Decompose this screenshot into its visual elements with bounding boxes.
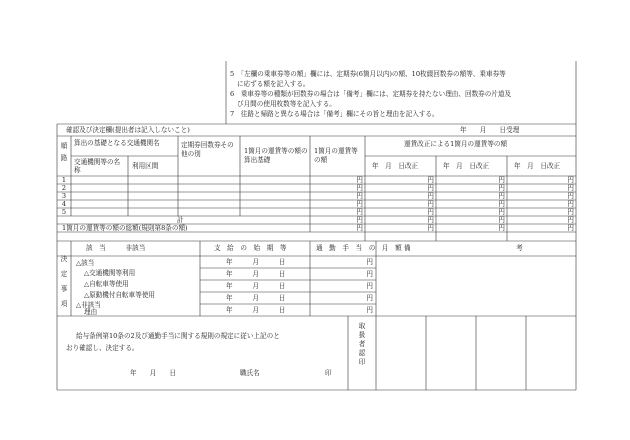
yen-mark: 円 [356, 200, 363, 208]
note-5-cont: に応ずる額を記入する。 [237, 80, 310, 88]
confirm-label: 確認及び決定欄(提出者は記入しないこと) [66, 126, 190, 134]
yen-mark: 円 [567, 224, 574, 232]
yen-mark: 円 [498, 184, 505, 192]
yen-mark: 円 [366, 306, 373, 314]
option-bicycle: △自転車等使用 [84, 280, 129, 288]
note-6: 6 乗車券等の種類が回数券の場合は「備考」欄には、定期券を持たない理由、回数券の片道及 [230, 90, 512, 98]
option-applicable: △該当 [76, 259, 95, 267]
yen-mark: 円 [356, 192, 363, 200]
yen-mark: 円 [366, 270, 373, 278]
yen-mark: 円 [427, 192, 434, 200]
option-reason: 理由 [84, 308, 98, 316]
option-motorbike: △原動機付自転車等使用 [84, 291, 156, 299]
row-number: 2 [61, 184, 67, 192]
received-date: 年 月 日受理 [460, 126, 520, 134]
yen-mark: 円 [427, 184, 434, 192]
note-6-cont: び月間の使用枚数等を記入する。 [237, 100, 336, 108]
row-number: 1 [61, 176, 67, 184]
handler-stamp-label: 取 扱 者 認 印 [358, 322, 366, 366]
yen-mark: 円 [498, 176, 505, 184]
footer-date: 年 月 日 [130, 369, 177, 377]
yen-mark: 円 [356, 184, 363, 192]
yen-mark: 円 [498, 200, 505, 208]
col-amount-header: 1箇月の運賃等の額 [314, 147, 358, 164]
yen-mark: 円 [498, 208, 505, 216]
yen-mark: 円 [356, 224, 363, 232]
yen-mark: 円 [356, 216, 363, 224]
col-remarks-header: 備 考 [404, 244, 523, 252]
col-applicable-header: 該 当 非該当 [86, 244, 146, 252]
row-number: 4 [61, 200, 67, 208]
yen-mark: 円 [427, 176, 434, 184]
grand-total-label: 1箇月の運賃等の額の総額(規則第8条の額) [62, 224, 188, 232]
col-org-header: 交通機関等の名称 [74, 158, 121, 174]
footer-official: 職氏名 [240, 369, 260, 377]
start-date: 年 月 日 [226, 294, 286, 302]
start-date: 年 月 日 [226, 270, 286, 278]
revised-date-1: 年 月 日改正 [372, 162, 419, 170]
note-7: 7 往路と帰路と異なる場合は「備考」欄にその旨と理由を記入する。 [230, 110, 439, 118]
yen-mark: 円 [366, 258, 373, 266]
yen-mark: 円 [498, 192, 505, 200]
yen-mark: 円 [498, 224, 505, 232]
option-transit: △交通機関等利用 [84, 269, 136, 277]
start-date: 年 月 日 [226, 306, 286, 314]
yen-mark: 円 [567, 208, 574, 216]
row-number: 3 [61, 192, 67, 200]
yen-mark: 円 [567, 216, 574, 224]
col-revised-header: 運賃改正による1箇月の運賃等の額 [404, 140, 508, 148]
yen-mark: 円 [567, 192, 574, 200]
footer-seal: 印 [325, 369, 332, 377]
yen-mark: 円 [427, 208, 434, 216]
yen-mark: 円 [427, 216, 434, 224]
statement-line-1: 給与条例第10条の2及び通勤手当に関する規則の規定に従い上記のと [76, 332, 280, 340]
col-calc-header: 1箇月の運賃等の額の算出基礎 [244, 147, 308, 164]
col-amount-header-2: 通 勤 手 当 の 月 額 [316, 244, 402, 252]
statement-line-2: おり確認し、決定する。 [66, 344, 139, 352]
col-basis-header: 算出の基礎となる交通機関名 [74, 139, 160, 147]
yen-mark: 円 [356, 176, 363, 184]
decision-side-label: 決 定 事 項 [60, 255, 68, 308]
yen-mark: 円 [567, 184, 574, 192]
col-route-header: 順路 [60, 142, 68, 162]
yen-mark: 円 [567, 200, 574, 208]
yen-mark: 円 [427, 200, 434, 208]
col-section-header: 利用区間 [132, 162, 159, 170]
option-not-applicable: △非該当 [76, 301, 101, 309]
revised-date-3: 年 月 日改正 [514, 162, 561, 170]
yen-mark: 円 [366, 282, 373, 290]
yen-mark: 円 [427, 224, 434, 232]
yen-mark: 円 [366, 294, 373, 302]
revised-date-2: 年 月 日改正 [443, 162, 490, 170]
yen-mark: 円 [356, 208, 363, 216]
col-start-header: 支 給 の 始 期 等 [214, 244, 287, 252]
note-5: 5 「左欄の乗車券等の額」欄には、定期券(6箇月以内)の額、10枚綴回数券の額等、乗車券等 [230, 70, 506, 78]
start-date: 年 月 日 [226, 258, 286, 266]
total-label: 計 [177, 216, 184, 224]
col-kind-header: 定期券回数券その他の別 [181, 141, 234, 158]
start-date: 年 月 日 [226, 282, 286, 290]
row-number: 5 [61, 208, 67, 216]
yen-mark: 円 [498, 216, 505, 224]
yen-mark: 円 [567, 176, 574, 184]
